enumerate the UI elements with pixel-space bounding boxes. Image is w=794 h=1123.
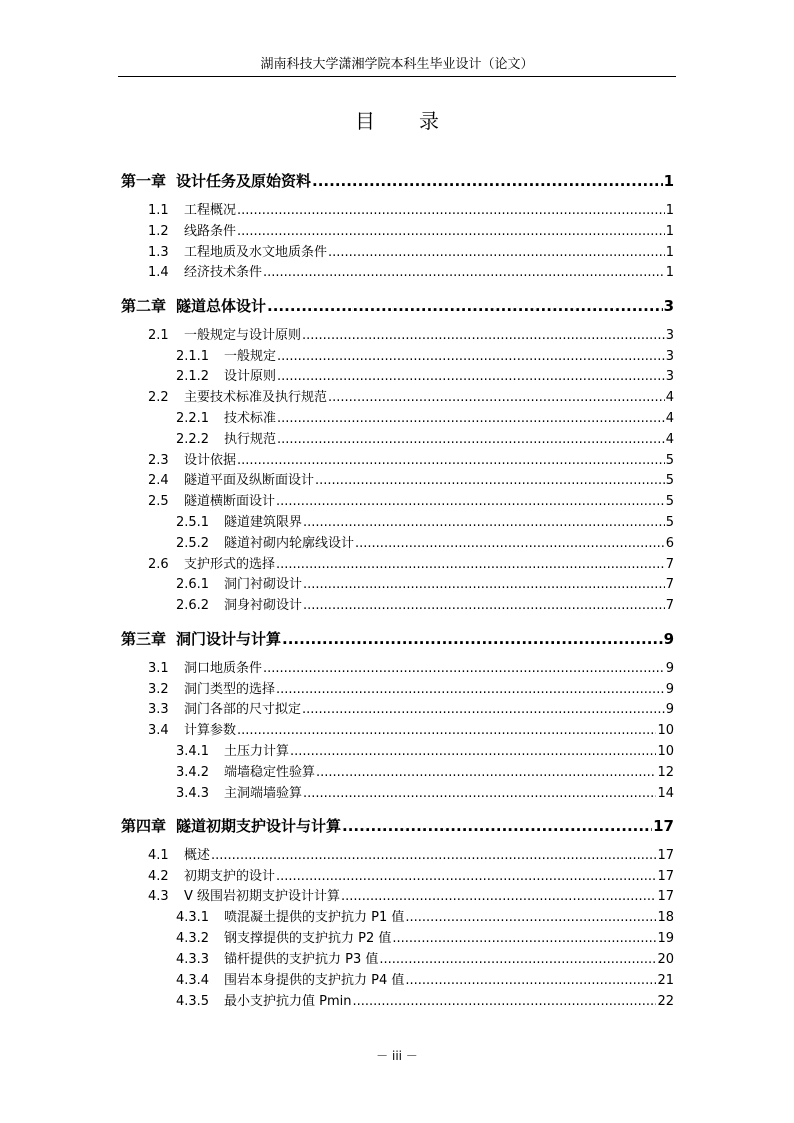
toc-entry[interactable] (121, 815, 674, 837)
toc-entry-page: 1 (665, 245, 674, 260)
toc-entry-label: 工程概况 (184, 203, 237, 218)
toc-entry-label: 主洞端墙验算 (224, 786, 303, 801)
toc-entry[interactable] (148, 222, 674, 242)
toc-entry-label: 隧道建筑限界 (224, 515, 303, 530)
toc-entry-number: 2.1 (148, 328, 169, 343)
toc-entry[interactable] (176, 742, 674, 762)
toc-entry[interactable] (148, 263, 674, 283)
toc-entry-page: 9 (665, 682, 674, 697)
toc-entry[interactable] (121, 295, 674, 317)
toc-entry-label: 计算参数 (184, 723, 237, 738)
toc-leader-dots (303, 596, 665, 616)
toc-entry[interactable] (148, 555, 674, 575)
toc-entry[interactable] (176, 430, 674, 450)
toc-entry-number: 3.4.1 (176, 744, 210, 759)
toc-entry-page: 1 (665, 265, 674, 280)
toc-entry-page: 9 (663, 630, 674, 648)
toc-leader-dots (282, 628, 663, 650)
toc-leader-dots (276, 867, 656, 887)
toc-entry-number: 1.4 (148, 265, 169, 280)
toc-entry[interactable] (148, 326, 674, 346)
toc-entry-number: 2.6.2 (176, 598, 210, 613)
toc-entry-page: 3 (665, 328, 674, 343)
toc-entry-label: 隧道横断面设计 (184, 494, 276, 509)
toc-entry[interactable] (176, 971, 674, 991)
toc-entry-number: 4.3.3 (176, 952, 210, 967)
toc-entry-page: 17 (657, 869, 674, 884)
toc-entry-page: 14 (657, 786, 674, 801)
toc-entry-number: 2.5.1 (176, 515, 210, 530)
toc-entry[interactable] (176, 575, 674, 595)
toc-entry-number: 2.2 (148, 390, 169, 405)
toc-entry-label: 工程地质及水文地质条件 (184, 245, 328, 260)
toc-leader-dots (355, 534, 665, 554)
toc-entry-label: 设计任务及原始资料 (176, 172, 312, 190)
toc-entry-page: 3 (665, 369, 674, 384)
toc-entry-label: V 级围岩初期支护设计计算 (184, 889, 341, 904)
toc-entry[interactable] (121, 628, 674, 650)
toc-leader-dots (405, 908, 656, 928)
toc-entry-label: 隧道初期支护设计与计算 (176, 817, 342, 835)
toc-entry-number: 第二章 (121, 297, 167, 315)
toc-leader-dots (302, 700, 665, 720)
toc-entry-number: 第四章 (121, 817, 167, 835)
toc-entry-page: 5 (665, 494, 674, 509)
toc-entry-number: 4.1 (148, 848, 169, 863)
toc-entry-page: 7 (665, 598, 674, 613)
toc-entry-page: 5 (665, 515, 674, 530)
toc-entry-number: 3.1 (148, 661, 169, 676)
toc-entry[interactable] (148, 721, 674, 741)
toc-leader-dots (303, 513, 665, 533)
toc-leader-dots (276, 555, 665, 575)
toc-entry[interactable] (176, 784, 674, 804)
toc-entry-label: 最小支护抗力值 Pmin (224, 994, 352, 1009)
toc-entry[interactable] (176, 534, 674, 554)
toc-entry-number: 2.1.1 (176, 349, 210, 364)
toc-entry[interactable] (121, 170, 674, 192)
toc-entry-number: 2.2.1 (176, 411, 210, 426)
toc-entry-label: 洞门衬砌设计 (224, 577, 303, 592)
toc-entry-page: 7 (665, 557, 674, 572)
toc-entry-number: 2.4 (148, 473, 169, 488)
toc-leader-dots (277, 367, 665, 387)
toc-leader-dots (237, 222, 665, 242)
toc-entry-number: 2.2.2 (176, 432, 210, 447)
toc-entry-number: 4.3 (148, 889, 169, 904)
toc-entry-label: 一般规定 (224, 349, 277, 364)
toc-leader-dots (328, 243, 665, 263)
toc-entry[interactable] (148, 388, 674, 408)
toc-entry-number: 4.3.2 (176, 931, 210, 946)
toc-leader-dots (303, 575, 665, 595)
toc-entry[interactable] (176, 950, 674, 970)
toc-entry-page: 1 (665, 224, 674, 239)
toc-entry-number: 2.5.2 (176, 536, 210, 551)
toc-entry[interactable] (148, 201, 674, 221)
toc-leader-dots (277, 430, 665, 450)
toc-leader-dots (263, 263, 665, 283)
toc-leader-dots (303, 784, 656, 804)
toc-entry-label: 隧道衬砌内轮廓线设计 (224, 536, 355, 551)
toc-leader-dots (315, 471, 665, 491)
toc-entry-page: 7 (665, 577, 674, 592)
toc-leader-dots (328, 388, 665, 408)
toc-leader-dots (316, 763, 656, 783)
toc-leader-dots (342, 815, 652, 837)
toc-entry[interactable] (148, 700, 674, 720)
toc-entry-label: 土压力计算 (224, 744, 290, 759)
toc-leader-dots (211, 846, 656, 866)
toc-entry-label: 洞门各部的尺寸拟定 (184, 702, 302, 717)
toc-leader-dots (276, 680, 665, 700)
toc-entry-label: 洞身衬砌设计 (224, 598, 303, 613)
toc-entry-page: 18 (657, 910, 674, 925)
toc-leader-dots (290, 742, 656, 762)
toc-entry-page: 10 (657, 744, 674, 759)
toc-entry[interactable] (148, 659, 674, 679)
toc-entry-number: 4.3.4 (176, 973, 210, 988)
toc-entry[interactable] (176, 367, 674, 387)
toc-leader-dots (379, 950, 656, 970)
toc-leader-dots (277, 409, 665, 429)
toc-entry[interactable] (176, 908, 674, 928)
toc-leader-dots (276, 492, 665, 512)
toc-entry[interactable] (176, 596, 674, 616)
toc-entry[interactable] (148, 451, 674, 471)
toc-entry-label: 初期支护的设计 (184, 869, 276, 884)
toc-entry-label: 隧道平面及纵断面设计 (184, 473, 315, 488)
toc-leader-dots (353, 992, 657, 1012)
toc-leader-dots (263, 659, 665, 679)
toc-entry-number: 4.3.5 (176, 994, 210, 1009)
toc-entry-page: 10 (657, 723, 674, 738)
toc-entry-label: 一般规定与设计原则 (184, 328, 302, 343)
toc-leader-dots (405, 971, 656, 991)
toc-entry[interactable] (148, 471, 674, 491)
toc-entry-number: 3.3 (148, 702, 169, 717)
toc-entry-page: 9 (665, 661, 674, 676)
toc-entry-page: 12 (657, 765, 674, 780)
toc-entry-number: 3.4.3 (176, 786, 210, 801)
toc-entry-page: 21 (657, 973, 674, 988)
toc-entry-number: 4.2 (148, 869, 169, 884)
toc-leader-dots (392, 929, 656, 949)
toc-entry-number: 4.3.1 (176, 910, 210, 925)
toc-entry-page: 17 (657, 848, 674, 863)
toc-entry-label: 概述 (184, 848, 211, 863)
toc-entry-label: 洞口地质条件 (184, 661, 263, 676)
toc-entry-page: 17 (657, 889, 674, 904)
toc-entry-page: 4 (665, 411, 674, 426)
toc-leader-dots (237, 201, 665, 221)
toc-entry-page: 20 (657, 952, 674, 967)
toc-title: 目录 (355, 109, 483, 133)
toc-entry[interactable] (176, 929, 674, 949)
toc-entry[interactable] (176, 409, 674, 429)
toc-entry-number: 2.5 (148, 494, 169, 509)
running-header: 湖南科技大学潇湘学院本科生毕业设计（论文） (260, 57, 534, 72)
toc-entry[interactable] (148, 492, 674, 512)
toc-entry-number: 1.3 (148, 245, 169, 260)
toc-entry-label: 围岩本身提供的支护抗力 P4 值 (224, 973, 405, 988)
toc-entry-page: 1 (663, 172, 674, 190)
toc-entry-number: 第三章 (121, 630, 167, 648)
toc-entry-label: 设计依据 (184, 453, 237, 468)
toc-leader-dots (237, 721, 656, 741)
toc-entry-page: 6 (665, 536, 674, 551)
toc-entry-page: 5 (665, 473, 674, 488)
toc-entry-label: 设计原则 (224, 369, 277, 384)
toc-entry-page: 4 (665, 390, 674, 405)
toc-leader-dots (277, 347, 665, 367)
toc-entry-label: 隧道总体设计 (176, 297, 267, 315)
toc-leader-dots (237, 451, 665, 471)
toc-entry-number: 1.1 (148, 203, 169, 218)
toc-entry-label: 洞门类型的选择 (184, 682, 276, 697)
toc-entry[interactable] (148, 243, 674, 263)
toc-entry[interactable] (176, 992, 674, 1012)
toc-entry-number: 2.6 (148, 557, 169, 572)
toc-entry-page: 19 (657, 931, 674, 946)
toc-entry-page: 17 (653, 817, 674, 835)
toc-entry-page: 3 (663, 297, 674, 315)
toc-entry-label: 经济技术条件 (184, 265, 263, 280)
toc-leader-dots (312, 170, 663, 192)
toc-entry-page: 1 (665, 203, 674, 218)
toc-entry-number: 1.2 (148, 224, 169, 239)
toc-entry-label: 锚杆提供的支护抗力 P3 值 (224, 952, 379, 967)
toc-leader-dots (341, 887, 656, 907)
toc-entry-number: 3.4 (148, 723, 169, 738)
toc-entry[interactable] (148, 680, 674, 700)
toc-entry-number: 第一章 (121, 172, 167, 190)
toc-entry-number: 2.6.1 (176, 577, 210, 592)
toc-leader-dots (302, 326, 665, 346)
toc-entry-page: 9 (665, 702, 674, 717)
page-number: － iii － (376, 1049, 418, 1063)
toc-entry[interactable] (176, 513, 674, 533)
toc-entry-page: 5 (665, 453, 674, 468)
toc-entry-label: 主要技术标准及执行规范 (184, 390, 328, 405)
toc-entry-number: 2.3 (148, 453, 169, 468)
toc-entry-page: 22 (657, 994, 674, 1009)
toc-entry-number: 2.1.2 (176, 369, 210, 384)
toc-entry-label: 钢支撑提供的支护抗力 P2 值 (224, 931, 392, 946)
toc-leader-dots (267, 295, 663, 317)
toc-entry-label: 端墙稳定性验算 (224, 765, 316, 780)
toc-entry-label: 执行规范 (224, 432, 277, 447)
toc-entry-page: 3 (665, 349, 674, 364)
toc-entry-number: 3.2 (148, 682, 169, 697)
toc-entry-label: 喷混凝土提供的支护抗力 P1 值 (224, 910, 405, 925)
toc-entry-label: 洞门设计与计算 (176, 630, 282, 648)
toc-entry[interactable] (148, 867, 674, 887)
toc-entry-label: 技术标准 (224, 411, 277, 426)
toc-entry[interactable] (148, 846, 674, 866)
toc-entry-label: 线路条件 (184, 224, 237, 239)
toc-entry-page: 4 (665, 432, 674, 447)
toc-entry-number: 3.4.2 (176, 765, 210, 780)
toc-entry-label: 支护形式的选择 (184, 557, 276, 572)
toc-entry[interactable] (176, 763, 674, 783)
toc-entry[interactable] (176, 347, 674, 367)
toc-entry[interactable] (148, 887, 674, 907)
